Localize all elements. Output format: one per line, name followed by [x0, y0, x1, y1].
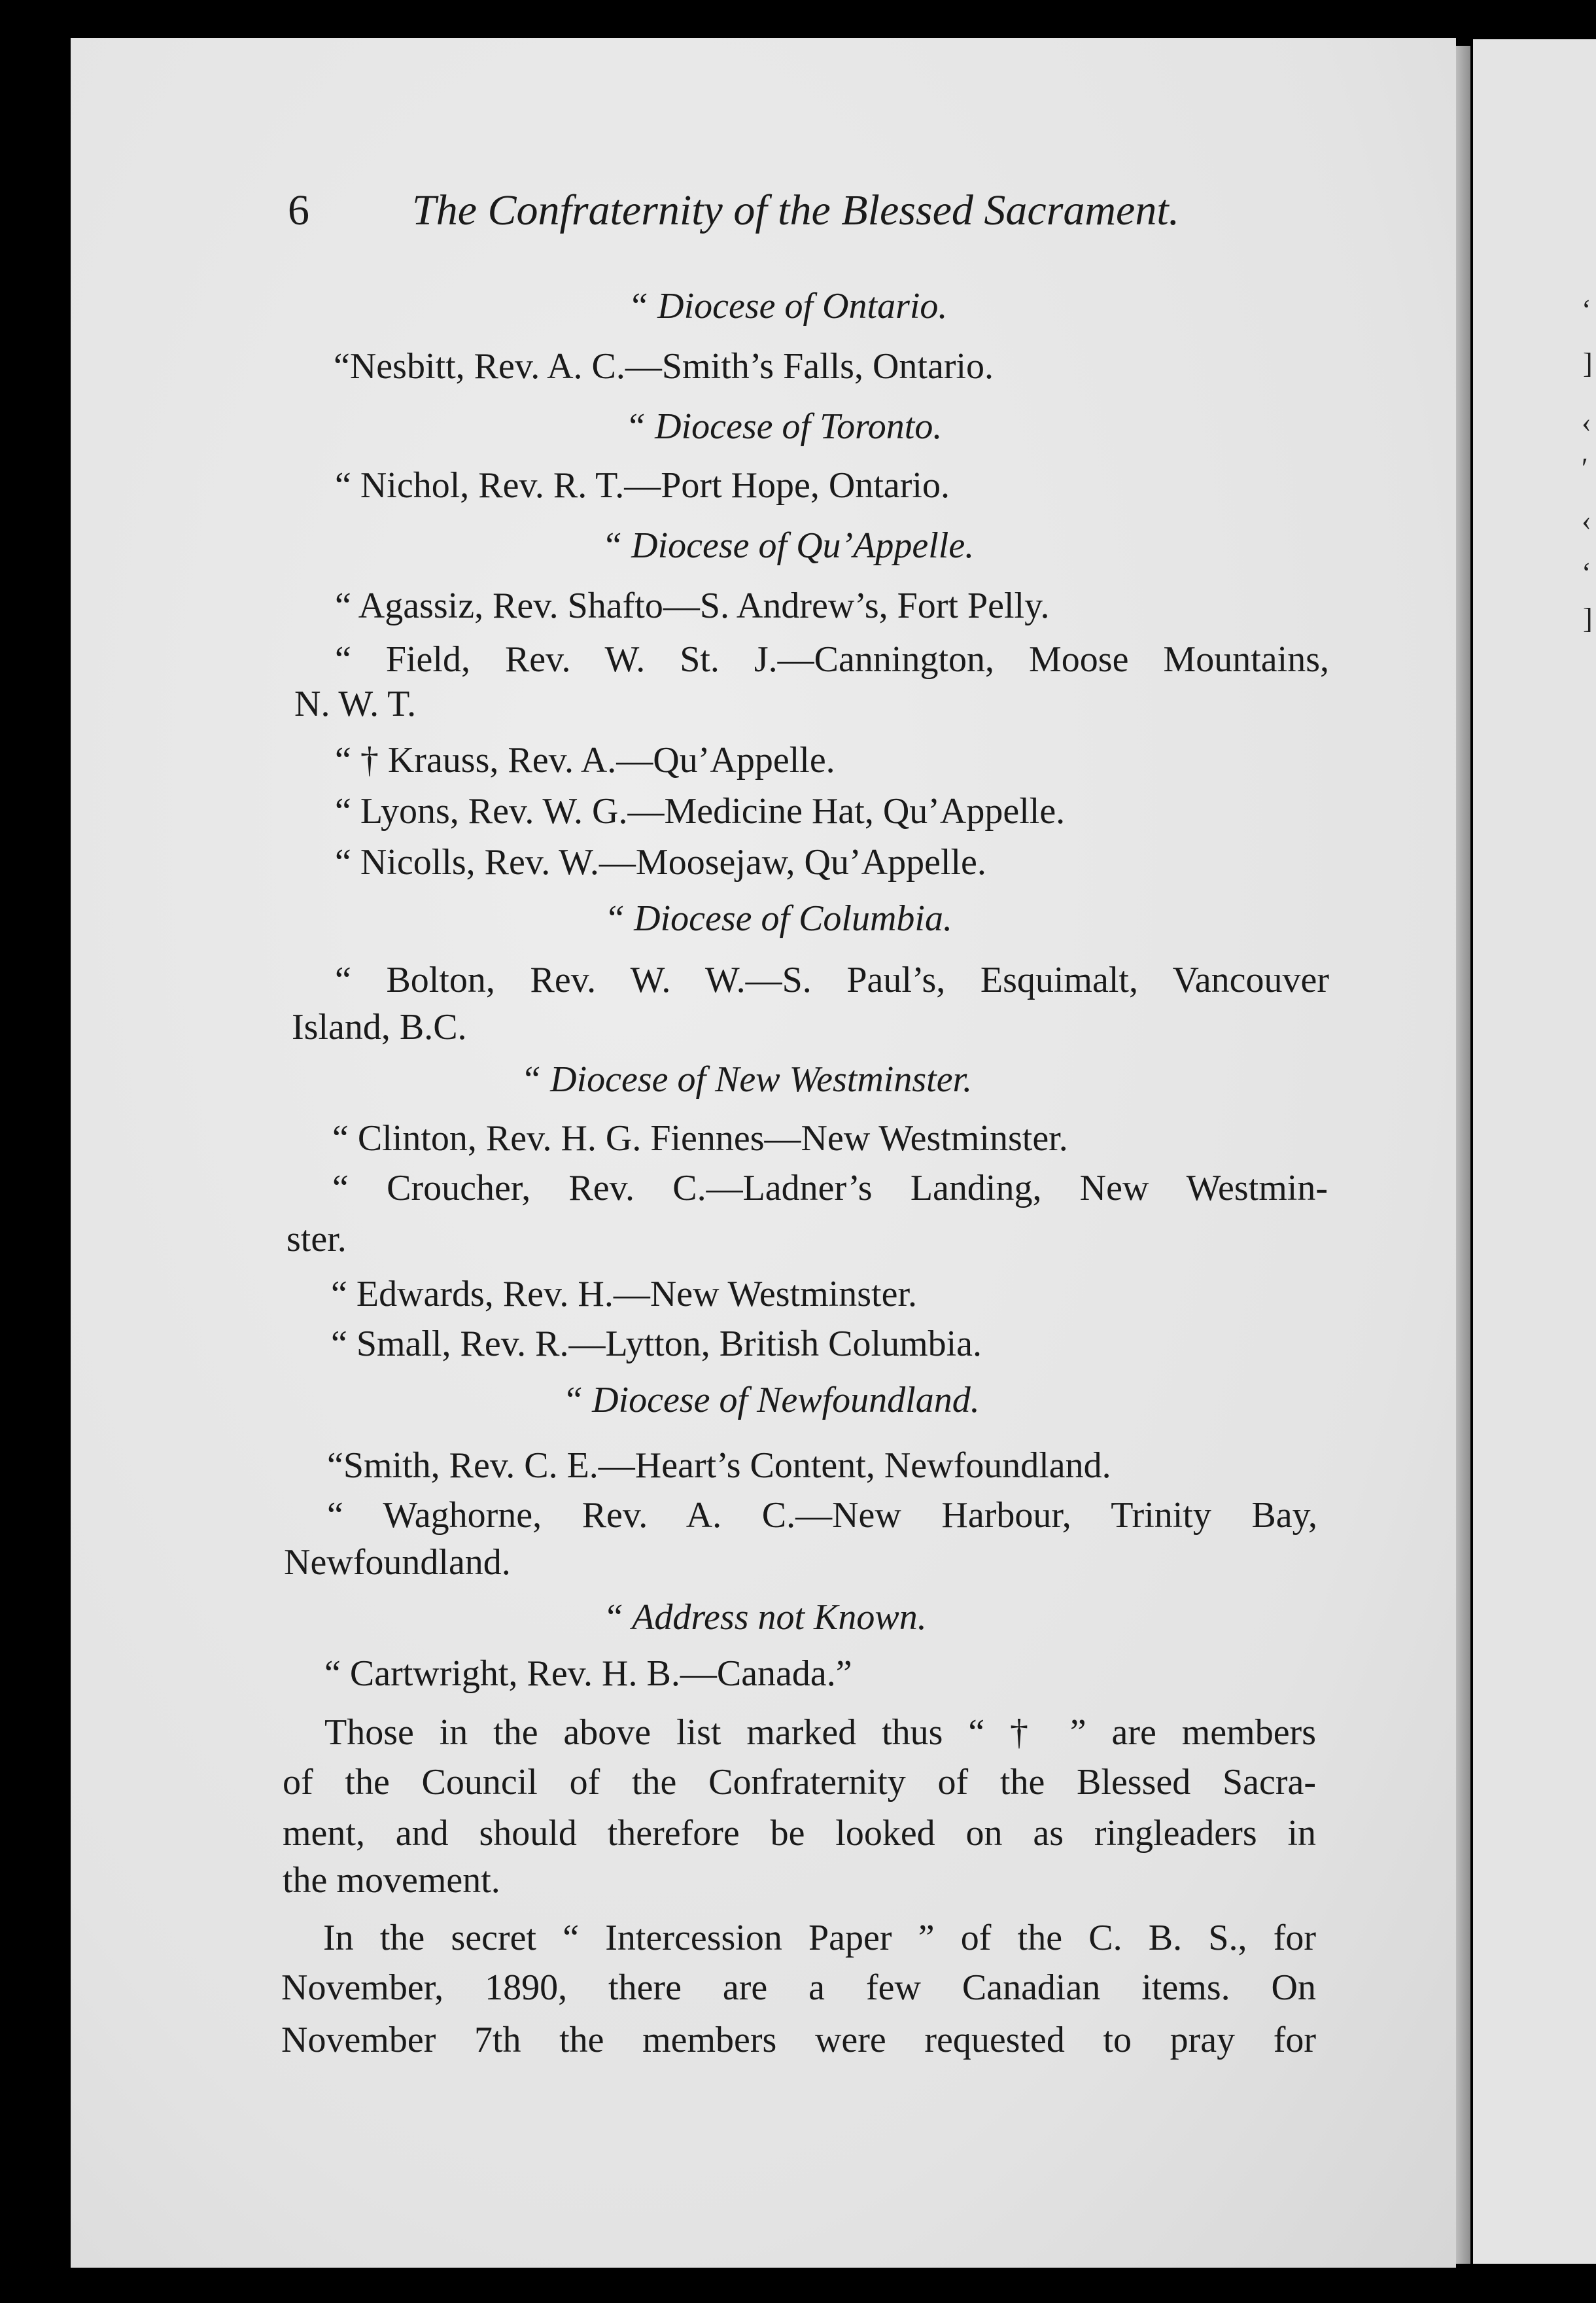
paragraph-line: In the secret “ Intercession Paper ” of the C. B. S., for: [323, 1918, 1316, 1958]
diocese-heading: “ Diocese of Columbia.: [604, 898, 952, 939]
running-title: The Confraternity of the Blessed Sacrament.: [412, 186, 1180, 234]
clergy-entry-continuation: Newfoundland.: [284, 1542, 511, 1583]
edge-mark: ‹: [1582, 504, 1591, 536]
clergy-entry: “ Nichol, Rev. R. T.—Port Hope, Ontario.: [335, 465, 950, 506]
clergy-entry: “ Small, Rev. R.—Lytton, British Columbia.: [331, 1324, 982, 1364]
clergy-entry: “ Field, Rev. W. St. J.—Cannington, Moose Mountains,: [335, 639, 1329, 680]
edge-mark: ]: [1583, 347, 1593, 379]
clergy-entry: “ Croucher, Rev. C.—Ladner’s Landing, New Westmin-: [332, 1168, 1328, 1208]
clergy-entry: “ Edwards, Rev. H.—New Westminster.: [331, 1274, 917, 1314]
clergy-entry: “ Cartwright, Rev. H. B.—Canada.”: [324, 1653, 852, 1694]
paragraph-line: the movement.: [283, 1860, 500, 1901]
edge-mark: ′: [1582, 452, 1588, 484]
paragraph-line: November, 1890, there are a few Canadian items. On: [281, 1967, 1316, 2008]
clergy-entry: “Nesbitt, Rev. A. C.—Smith’s Falls, Ontario.: [334, 346, 994, 387]
edge-mark: ‹: [1582, 406, 1591, 438]
page-number: 6: [288, 186, 309, 234]
clergy-entry-continuation: N. W. T.: [294, 684, 417, 724]
paragraph-line: of the Council of the Confraternity of the Blessed Sacra-: [283, 1762, 1316, 1802]
clergy-entry: “ Agassiz, Rev. Shafto—S. Andrew’s, Fort Pelly.: [335, 586, 1050, 626]
edge-mark: ‘: [1582, 557, 1591, 589]
clergy-entry-continuation: ster.: [286, 1219, 347, 1259]
clergy-entry: “ Bolton, Rev. W. W.—S. Paul’s, Esquimalt, Vancouver: [335, 960, 1329, 1000]
adjacent-page-edge: [1473, 39, 1596, 2264]
edge-mark: ‘: [1582, 294, 1591, 326]
diocese-heading: “ Diocese of Ontario.: [628, 286, 948, 326]
clergy-entry: “ Nicolls, Rev. W.—Moosejaw, Qu’Appelle.: [335, 842, 986, 883]
page-gutter-shadow: [1456, 46, 1470, 2264]
diocese-heading: “ Diocese of Qu’Appelle.: [602, 525, 975, 566]
clergy-entry: “ † Krauss, Rev. A.—Qu’Appelle.: [335, 740, 835, 781]
paragraph-line: November 7th the members were requested to pray for: [281, 2020, 1316, 2060]
diocese-heading: “ Address not Known.: [603, 1597, 927, 1638]
clergy-entry: “ Clinton, Rev. H. G. Fiennes—New Westminster.: [332, 1118, 1068, 1159]
diocese-heading: “ Diocese of Toronto.: [625, 406, 943, 447]
diocese-heading: “ Diocese of New Westminster.: [521, 1059, 973, 1100]
clergy-entry-continuation: Island, B.C.: [292, 1007, 467, 1047]
clergy-entry: “ Waghorne, Rev. A. C.—New Harbour, Trinity Bay,: [327, 1495, 1317, 1536]
diocese-heading: “ Diocese of Newfoundland.: [563, 1380, 980, 1420]
edge-mark: ]: [1583, 603, 1593, 635]
clergy-entry: “ Lyons, Rev. W. G.—Medicine Hat, Qu’Appelle.: [335, 791, 1066, 832]
paragraph-line: Those in the above list marked thus “ † ” are members: [324, 1712, 1316, 1753]
paragraph-line: ment, and should therefore be looked on as ringleaders in: [283, 1813, 1316, 1854]
clergy-entry: “Smith, Rev. C. E.—Heart’s Content, Newfoundland.: [327, 1445, 1111, 1486]
